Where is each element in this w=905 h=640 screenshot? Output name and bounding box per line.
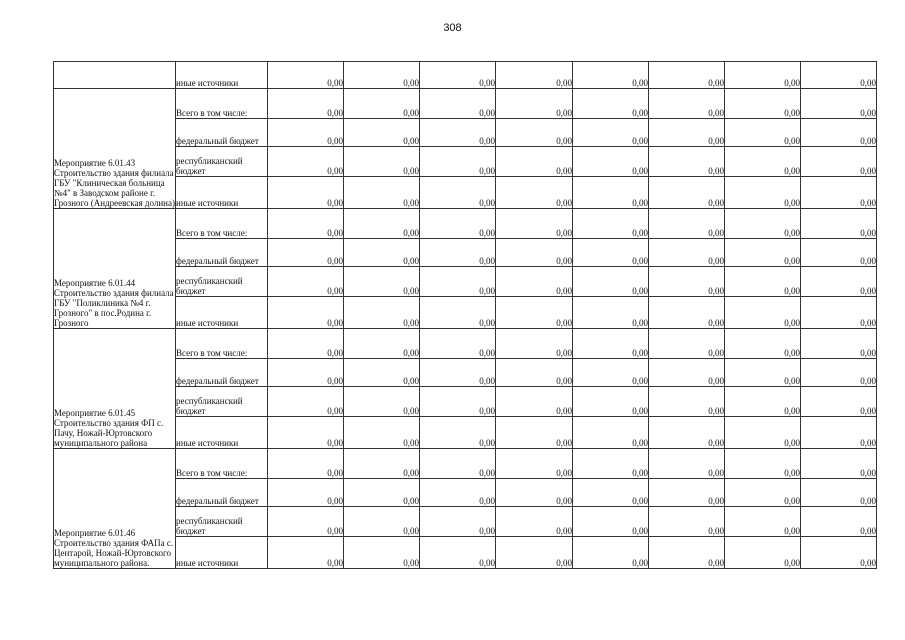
value-cell: 0,00 [725,449,801,479]
value-cell: 0,00 [725,537,801,569]
value-cell: 0,00 [649,119,725,147]
value-cell: 0,00 [420,62,496,89]
value-cell: 0,00 [649,267,725,297]
value-cell: 0,00 [801,239,877,267]
value-cell: 0,00 [649,417,725,449]
value-cell: 0,00 [725,267,801,297]
value-cell: 0,00 [649,297,725,329]
value-cell: 0,00 [801,267,877,297]
value-cell: 0,00 [496,62,573,89]
value-cell: 0,00 [268,537,344,569]
value-cell: 0,00 [496,449,573,479]
funding-source-cell: республиканский бюджет [176,147,268,177]
value-cell: 0,00 [268,387,344,417]
value-cell: 0,00 [725,297,801,329]
funding-source-cell: федеральный бюджет [176,359,268,387]
value-cell: 0,00 [801,387,877,417]
measure-name-cell: Мероприятие 6.01.46 Строительство здания ФАПа с. Центарой, Ножай-Юртовского муниципального района. [54,449,176,569]
value-cell: 0,00 [420,239,496,267]
value-cell: 0,00 [573,177,649,209]
table-row [54,417,877,449]
value-cell: 0,00 [344,62,420,89]
funding-source-cell: иные источники [176,177,268,209]
value-cell: 0,00 [649,147,725,177]
value-cell: 0,00 [573,387,649,417]
value-cell: 0,00 [420,359,496,387]
value-cell: 0,00 [496,177,573,209]
value-cell: 0,00 [420,119,496,147]
value-cell: 0,00 [344,449,420,479]
value-cell: 0,00 [268,329,344,359]
value-cell: 0,00 [344,267,420,297]
funding-source-cell: Всего в том числе: [176,89,268,119]
value-cell: 0,00 [496,359,573,387]
budget-table [53,61,877,569]
value-cell: 0,00 [344,239,420,267]
value-cell: 0,00 [573,479,649,507]
value-cell: 0,00 [573,119,649,147]
value-cell: 0,00 [801,209,877,239]
value-cell: 0,00 [649,479,725,507]
value-cell: 0,00 [344,417,420,449]
value-cell: 0,00 [344,359,420,387]
table-row [54,359,877,387]
value-cell: 0,00 [725,329,801,359]
value-cell: 0,00 [420,417,496,449]
value-cell: 0,00 [268,89,344,119]
value-cell: 0,00 [344,507,420,537]
value-cell: 0,00 [496,507,573,537]
value-cell: 0,00 [268,239,344,267]
value-cell: 0,00 [649,209,725,239]
value-cell: 0,00 [344,89,420,119]
value-cell: 0,00 [573,537,649,569]
value-cell: 0,00 [344,297,420,329]
table-row [54,297,877,329]
value-cell: 0,00 [649,177,725,209]
table-row [54,537,877,569]
value-cell: 0,00 [725,147,801,177]
value-cell: 0,00 [268,62,344,89]
page-number: 308 [443,22,462,34]
value-cell: 0,00 [268,449,344,479]
value-cell: 0,00 [420,297,496,329]
value-cell: 0,00 [801,147,877,177]
value-cell: 0,00 [801,89,877,119]
funding-source-cell: иные источники [176,417,268,449]
value-cell: 0,00 [496,417,573,449]
value-cell: 0,00 [496,537,573,569]
value-cell: 0,00 [496,209,573,239]
empty-name-cell [54,62,176,89]
value-cell: 0,00 [268,209,344,239]
value-cell: 0,00 [649,329,725,359]
value-cell: 0,00 [573,89,649,119]
value-cell: 0,00 [420,449,496,479]
value-cell: 0,00 [344,537,420,569]
value-cell: 0,00 [801,329,877,359]
value-cell: 0,00 [801,297,877,329]
value-cell: 0,00 [420,537,496,569]
value-cell: 0,00 [573,449,649,479]
value-cell: 0,00 [725,177,801,209]
value-cell: 0,00 [496,267,573,297]
table-row [54,62,877,89]
table-row [54,329,877,359]
value-cell: 0,00 [268,267,344,297]
measure-name-cell: Мероприятие 6.01.43 Строительство здания филиала ГБУ "Клиническая больница №4" в Заводском районе г. Грозного (Андреевская долина) [54,89,176,209]
value-cell: 0,00 [420,387,496,417]
value-cell: 0,00 [725,119,801,147]
value-cell: 0,00 [344,387,420,417]
funding-source-cell: Всего в том числе: [176,209,268,239]
value-cell: 0,00 [344,177,420,209]
funding-source-cell: иные источники [176,62,268,89]
value-cell: 0,00 [801,479,877,507]
measure-name-cell: Мероприятие 6.01.44 Строительство здания филиала ГБУ "Поликлиника №4 г. Грозного" в пос.Родина г. Грозного [54,209,176,329]
value-cell: 0,00 [573,297,649,329]
value-cell: 0,00 [496,297,573,329]
funding-source-cell: иные источники [176,537,268,569]
value-cell: 0,00 [649,239,725,267]
table-row [54,209,877,239]
value-cell: 0,00 [344,147,420,177]
value-cell: 0,00 [801,62,877,89]
funding-source-cell: федеральный бюджет [176,479,268,507]
value-cell: 0,00 [268,297,344,329]
value-cell: 0,00 [725,387,801,417]
value-cell: 0,00 [573,147,649,177]
value-cell: 0,00 [573,329,649,359]
value-cell: 0,00 [725,359,801,387]
value-cell: 0,00 [420,89,496,119]
value-cell: 0,00 [801,417,877,449]
value-cell: 0,00 [725,239,801,267]
value-cell: 0,00 [801,119,877,147]
value-cell: 0,00 [268,119,344,147]
value-cell: 0,00 [801,359,877,387]
funding-source-cell: республиканский бюджет [176,507,268,537]
value-cell: 0,00 [573,209,649,239]
value-cell: 0,00 [496,89,573,119]
value-cell: 0,00 [573,417,649,449]
value-cell: 0,00 [344,479,420,507]
value-cell: 0,00 [268,417,344,449]
value-cell: 0,00 [649,89,725,119]
funding-source-cell: Всего в том числе: [176,449,268,479]
value-cell: 0,00 [725,479,801,507]
value-cell: 0,00 [649,387,725,417]
value-cell: 0,00 [268,177,344,209]
value-cell: 0,00 [649,62,725,89]
value-cell: 0,00 [268,479,344,507]
value-cell: 0,00 [344,329,420,359]
value-cell: 0,00 [268,359,344,387]
funding-source-cell: иные источники [176,297,268,329]
value-cell: 0,00 [268,147,344,177]
funding-source-cell: федеральный бюджет [176,119,268,147]
table-row [54,387,877,417]
value-cell: 0,00 [496,329,573,359]
table-row [54,89,877,119]
table-row [54,479,877,507]
measure-name-cell: Мероприятие 6.01.45 Строительство здания ФП с. Пачу, Ножай-Юртовского муниципального района [54,329,176,449]
value-cell: 0,00 [344,119,420,147]
value-cell: 0,00 [725,89,801,119]
value-cell: 0,00 [344,209,420,239]
value-cell: 0,00 [649,507,725,537]
value-cell: 0,00 [573,507,649,537]
funding-source-cell: республиканский бюджет [176,387,268,417]
value-cell: 0,00 [801,177,877,209]
funding-source-cell: федеральный бюджет [176,239,268,267]
value-cell: 0,00 [420,329,496,359]
value-cell: 0,00 [649,537,725,569]
table-row [54,177,877,209]
value-cell: 0,00 [649,449,725,479]
table-row [54,449,877,479]
funding-source-cell: Всего в том числе: [176,329,268,359]
value-cell: 0,00 [801,507,877,537]
table-row [54,119,877,147]
value-cell: 0,00 [496,479,573,507]
table-row [54,147,877,177]
value-cell: 0,00 [725,62,801,89]
table-row [54,507,877,537]
value-cell: 0,00 [420,267,496,297]
value-cell: 0,00 [496,239,573,267]
value-cell: 0,00 [496,387,573,417]
value-cell: 0,00 [420,507,496,537]
value-cell: 0,00 [573,267,649,297]
value-cell: 0,00 [420,147,496,177]
value-cell: 0,00 [725,417,801,449]
value-cell: 0,00 [725,507,801,537]
table-row [54,267,877,297]
value-cell: 0,00 [420,479,496,507]
value-cell: 0,00 [649,359,725,387]
value-cell: 0,00 [496,119,573,147]
value-cell: 0,00 [420,209,496,239]
value-cell: 0,00 [573,359,649,387]
value-cell: 0,00 [420,177,496,209]
value-cell: 0,00 [496,147,573,177]
value-cell: 0,00 [573,62,649,89]
table-row [54,239,877,267]
value-cell: 0,00 [573,239,649,267]
value-cell: 0,00 [801,449,877,479]
funding-source-cell: республиканский бюджет [176,267,268,297]
value-cell: 0,00 [268,507,344,537]
value-cell: 0,00 [725,209,801,239]
value-cell: 0,00 [801,537,877,569]
